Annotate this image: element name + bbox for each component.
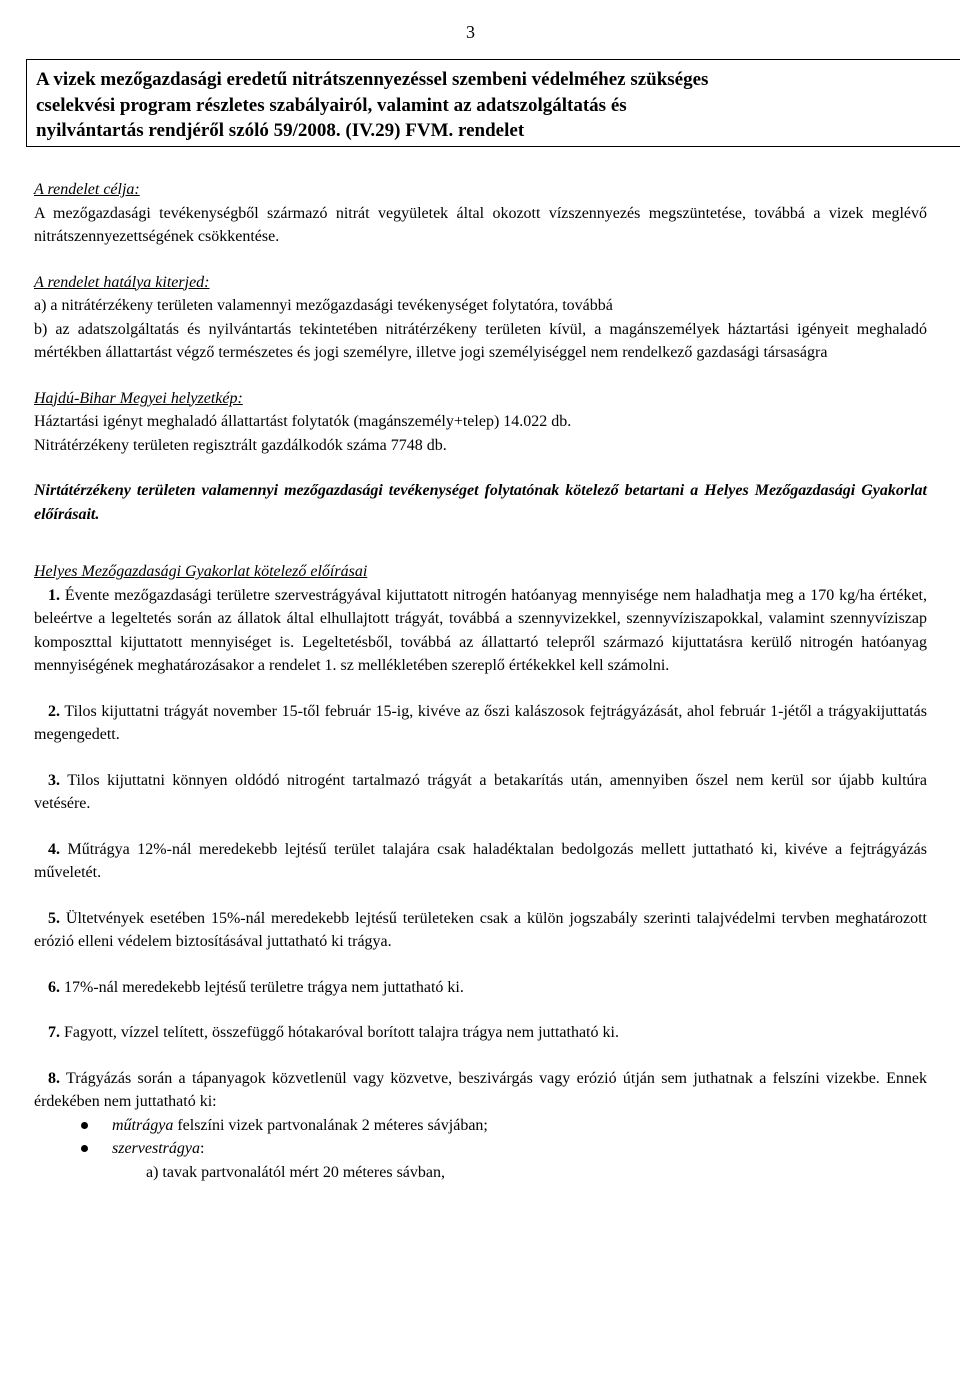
title-line: nyilvántartás rendjéről szóló 59/2008. (IV.29) FVM. rendelet [36, 120, 525, 141]
scope-item-b: b) az adatszolgáltatás és nyilvántartás tekintetében nitrátérzékeny területen kívül, a magánszemélyek háztartási igényeit meghaladó mértékben állattartást végző természetes és jogi személyre, illetve jogi személyiséggel nem rendelkező gazdasági társaságra [34, 320, 927, 361]
rule-text: Trágyázás során a tápanyagok közvetlenül vagy közvetve, beszivárgás vagy erózió útján sem juthatnak a felszíni vizekbe. Ennek érdekében nem juttatható ki: [34, 1069, 928, 1110]
rule-number: 8. [48, 1069, 60, 1087]
section-goal [34, 178, 927, 249]
title-line: A vizek mezőgazdasági eredetű nitrátszennyezéssel szembeni védelméhez szükséges [36, 69, 709, 90]
bullet-text: : [199, 1140, 205, 1157]
rule-text: Tilos kijuttatni könnyen oldódó nitrogént tartalmazó trágyát a betakarítás után, amennyiben őszel nem kerül sor újabb kultúra vetésére. [34, 771, 927, 812]
rule-text: Tilos kijuttatni trágyát november 15-től február 15-ig, kivéve az őszi kalászosok fejtrágyázását, ahol február 1-jétől a trágyakijuttatás megengedett. [34, 702, 927, 743]
rule-item [34, 1067, 927, 1114]
rule-text: Ültetvények esetében 15%-nál meredekebb lejtésű területeken csak a külön jogszabály szerinti talajvédelmi tervben meghatározott erózió elleni védelem biztosításával juttatható ki trágya. [34, 909, 927, 950]
bullet-item [34, 1114, 927, 1138]
rule-number: 4. [48, 840, 60, 858]
rule-number: 3. [48, 771, 60, 789]
section-heading: Helyes Mezőgazdasági Gyakorlat kötelező előírásai [34, 563, 368, 580]
county-line: Háztartási igényt meghaladó állattartást folytatók (magánszemély+telep) 14.022 db. [34, 413, 572, 430]
rule-item [34, 769, 927, 816]
rule-number: 6. [48, 978, 60, 996]
rule-item [34, 584, 927, 678]
section-heading: A rendelet célja: [34, 181, 140, 198]
rule-item [34, 976, 927, 1000]
page-number: 3 [466, 22, 475, 42]
rule-item [34, 838, 927, 885]
rule-text: Fagyott, vízzel telített, összefüggő hótakaróval borított talajra trágya nem juttatható ki. [64, 1024, 619, 1041]
bullet-item [34, 1137, 927, 1161]
section-county [34, 387, 927, 458]
rule-item [34, 907, 927, 954]
rule-item [34, 1021, 927, 1045]
section-rules [34, 560, 927, 1184]
rule-item [34, 700, 927, 747]
section-text: A mezőgazdasági tevékenységből származó nitrát vegyületek által okozott vízszennyezés megszüntetése, továbbá a vizek meglévő nitrátszennyezettségének csökkentése. [34, 204, 927, 245]
rule-text: Műtrágya 12%-nál meredekebb lejtésű terület talajára csak haladéktalan bedolgozás mellett juttatható ki, kivéve a fejtrágyázás műveletét. [34, 840, 928, 881]
section-heading: Hajdú-Bihar Megyei helyzetkép: [34, 389, 243, 407]
bullet-term: műtrágya [112, 1116, 174, 1134]
notice-text: Nirtátérzékeny területen valamennyi mezőgazdasági tevékenységet folytatónak kötelező betartani a Helyes Mezőgazdasági Gyakorlat előírásait. [34, 482, 927, 523]
sub-item: a) tavak partvonalától mért 20 méteres sávban, [146, 1163, 445, 1181]
bullet-term: szervestrágya [112, 1140, 200, 1157]
scope-item-a: a) a nitrátérzékeny területen valamennyi mezőgazdasági tevékenységet folytatóra, továbbá [34, 297, 613, 314]
rule-number: 5. [48, 909, 60, 927]
section-heading: A rendelet hatálya kiterjed: [34, 273, 210, 291]
rule-number: 2. [48, 702, 60, 720]
bullet-text: felszíni vizek partvonalának 2 méteres sávjában; [173, 1116, 488, 1134]
rule-text: 17%-nál meredekebb lejtésű területre trágya nem juttatható ki. [64, 978, 464, 996]
section-scope [34, 271, 927, 365]
document-body [34, 178, 927, 1184]
county-line: Nitrátérzékeny területen regisztrált gazdálkodók száma 7748 db. [34, 436, 447, 454]
rule-number: 7. [48, 1024, 60, 1041]
bullet-list [34, 1114, 927, 1161]
rule-number: 1. [48, 586, 60, 604]
document-title-box [26, 59, 960, 147]
rule-text: Évente mezőgazdasági területre szervestrágyával kijuttatott nitrogén hatóanyag mennyisége nem haladhatja meg a 170 kg/ha értéket, beleértve a legeltetés során az állatok által elhullajtott trágyát, továbbá a szennyvizekkel, szennyvíziszapokkal, valamint szennyvíziszap komposzttal kijuttatott mennyiséget is. Legeltetésből, továbbá az állattartó telepről származó kijuttatásra kerülő nitrogén hatóanyag mennyiségének meghatározásakor a rendelet 1. sz mellékletében szereplő értékekkel kell számolni. [34, 586, 928, 674]
title-line: cselekvési program részletes szabályairól, valamint az adatszolgáltatás és [36, 94, 627, 116]
